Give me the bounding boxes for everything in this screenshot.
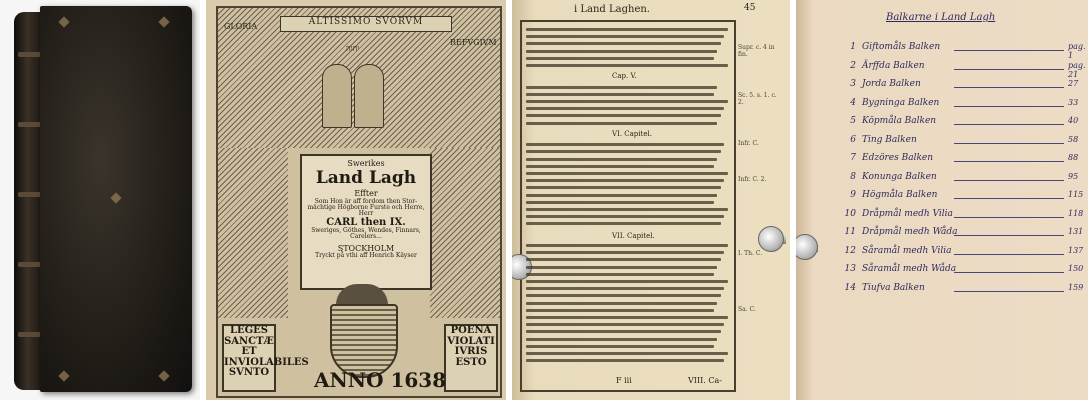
index-row: [838, 262, 1086, 280]
place-text: STOCKHOLM: [337, 243, 395, 253]
dedication-line: Som Hon är aff fordom then Stor-: [314, 197, 418, 205]
coat-of-arms-shield: [330, 304, 398, 378]
text-line: [526, 158, 717, 161]
index-row: [838, 281, 1086, 299]
refugium-label: REFVGIVM: [450, 38, 497, 47]
index-number: 5: [850, 116, 856, 126]
index-row: [838, 114, 1086, 132]
margin-note: Infr. C.: [738, 140, 759, 147]
text-line: [526, 287, 724, 290]
text-line: [526, 114, 721, 117]
text-line: [526, 165, 714, 168]
index-entry-name: Såramål medh Wåda: [862, 264, 957, 274]
index-page-ref: 88: [1068, 153, 1079, 162]
corner-ornament: [58, 370, 69, 381]
leader-line: [954, 291, 1064, 292]
index-entry-name: Dråpmål medh Wåda: [862, 227, 958, 237]
index-row: [838, 244, 1086, 262]
margin-note: Supr. c. 4 in fin.: [738, 44, 775, 59]
text-line: [526, 215, 724, 218]
index-row: [838, 188, 1086, 206]
leader-line: [954, 161, 1064, 162]
index-number: 7: [850, 153, 856, 163]
leader-line: [954, 69, 1064, 70]
index-number: 12: [844, 245, 856, 256]
index-entry-name: Giftomåls Balken: [862, 42, 941, 52]
title-page-photo: [206, 0, 506, 400]
signature-mark: F iii: [616, 376, 632, 385]
book-cover: [40, 6, 192, 392]
text-line: [526, 107, 724, 110]
index-number: 4: [850, 97, 856, 108]
engraving-right-figure: [430, 148, 500, 318]
text-line: [526, 35, 724, 38]
text-line: [526, 294, 721, 297]
text-line: [526, 150, 721, 153]
text-line: [526, 57, 714, 60]
index-number: 6: [850, 134, 856, 145]
margin-note: I. Th. C.: [738, 250, 763, 257]
index-page-ref: 58: [1068, 134, 1079, 144]
index-number: 1: [850, 42, 856, 52]
index-number: 13: [844, 264, 856, 274]
index-page-ref: 33: [1068, 97, 1079, 107]
text-line: [526, 201, 714, 204]
index-page-ref: 131: [1068, 227, 1084, 236]
index-page-ref: 95: [1068, 171, 1079, 181]
motto-banner: ALTISSIMO SVORVM: [280, 16, 452, 32]
leges-motto-box: LEGES SANCTÆ ET INVIOLABILES SVNTO: [222, 324, 276, 392]
leader-line: [954, 87, 1064, 88]
law-tablet-right: [354, 64, 384, 128]
index-entry-name: Jorda Balken: [862, 79, 921, 89]
closed-book-photo: [0, 0, 200, 400]
text-line: [526, 64, 728, 67]
text-line: [526, 352, 728, 355]
text-line: [526, 172, 728, 175]
index-entry-name: Högmåla Balken: [862, 190, 938, 200]
text-line: [526, 345, 714, 348]
text-line: [526, 222, 721, 225]
text-line: [526, 273, 714, 276]
text-line: [526, 186, 721, 189]
king-name: CARL then IX.: [326, 216, 406, 228]
text-line: [526, 323, 724, 326]
leader-line: [954, 50, 1064, 51]
poena-motto-box: POENA VIOLATI IVRIS ESTO: [444, 324, 498, 392]
text-line: [526, 359, 724, 362]
clamp-knob: [758, 226, 784, 252]
kingdom-text: Swerikes: [347, 159, 385, 168]
index-entry-name: Bygninga Balken: [862, 97, 940, 108]
index-number: 14: [844, 282, 856, 293]
leader-line: [954, 143, 1064, 144]
text-line: [526, 50, 717, 53]
margin-note: Sa. C.: [738, 306, 756, 313]
index-page-ref: 115: [1068, 190, 1084, 199]
index-page-ref: 150: [1068, 264, 1084, 273]
index-page-ref: pag. 21: [1068, 60, 1086, 79]
index-row: [838, 133, 1086, 151]
printer-text: Tryckt på vthi aff Henrich Käyser: [315, 252, 417, 259]
text-line: [526, 208, 728, 211]
catchword: VIII. Ca-: [688, 376, 722, 385]
imprint-year: ANNO 1638: [314, 368, 447, 392]
margin-note: Sc. 5. s. 1. c. 2.: [738, 92, 777, 107]
text-line: [526, 266, 717, 269]
index-entry-name: Edzöres Balken: [862, 153, 934, 163]
index-row: [838, 96, 1086, 114]
index-row: [838, 40, 1086, 58]
index-number: 8: [850, 171, 856, 182]
efter-text: Effter: [354, 189, 378, 199]
text-line: [526, 194, 717, 197]
index-row: [838, 77, 1086, 95]
index-entry-name: Ärffda Balken: [862, 60, 925, 71]
text-line: [526, 86, 717, 89]
index-page-ref: 137: [1068, 245, 1084, 255]
main-title: Land Lagh: [315, 168, 417, 189]
text-line: [526, 330, 721, 333]
corner-ornament: [158, 16, 169, 27]
herre-text: Herr: [358, 210, 374, 218]
index-page-ref: 159: [1068, 282, 1084, 292]
text-line: [526, 338, 717, 341]
chapter-heading: VI. Capitel.: [612, 130, 652, 138]
running-header: i Land Laghen.: [574, 4, 650, 15]
index-entry-name: Ting Balken: [862, 134, 917, 145]
center-ornament: [110, 192, 121, 203]
text-line: [526, 302, 717, 305]
text-line: [526, 258, 721, 261]
text-line: [526, 42, 721, 45]
index-title: Balkarne i Land Lagh: [886, 12, 996, 23]
hebrew-name: יהוה: [346, 44, 360, 53]
leader-line: [954, 217, 1064, 218]
index-row: [838, 225, 1086, 243]
index-row: [838, 59, 1086, 77]
title-cartouche: [300, 154, 432, 290]
index-entry-name: Dråpmål medh Vilia: [862, 208, 953, 219]
index-row: [838, 170, 1086, 188]
text-line: [526, 280, 728, 283]
law-tablet-left: [322, 64, 352, 128]
index-number: 10: [844, 208, 856, 219]
leader-line: [954, 254, 1064, 255]
index-number: 3: [850, 79, 856, 89]
text-line: [526, 122, 717, 125]
leader-line: [954, 124, 1064, 125]
margin-note: Infr. C. 2.: [738, 176, 767, 183]
index-page-photo: [796, 0, 1088, 400]
engraving-left-figure: [218, 148, 288, 318]
index-entry-name: Köpmåla Balken: [862, 116, 937, 126]
gloria-label: GLORIA: [224, 22, 258, 31]
chapter-heading: Cap. V.: [612, 72, 637, 80]
text-line: [526, 93, 714, 96]
text-line: [526, 100, 728, 103]
index-number: 9: [850, 190, 856, 200]
index-page-ref: 40: [1068, 116, 1079, 125]
leader-line: [954, 272, 1064, 273]
text-line: [526, 143, 724, 146]
engraved-frame: [216, 6, 502, 398]
index-entry-name: Konunga Balken: [862, 171, 937, 182]
royal-styles: Sweriges, Göthes, Wendes, Finnars, Carelers...: [311, 227, 421, 241]
page-number: 45: [744, 3, 756, 13]
text-line: [526, 28, 728, 31]
text-line: [526, 244, 728, 247]
dedication-line-2: mächtige Högborne Furste och Herre,: [307, 203, 425, 211]
index-entry-name: Såramål medh Vilia: [862, 245, 952, 256]
leader-line: [954, 180, 1064, 181]
corner-ornament: [158, 370, 169, 381]
index-row: [838, 151, 1086, 169]
text-line: [526, 179, 724, 182]
chapter-heading: VII. Capitel.: [612, 232, 655, 240]
text-line: [526, 251, 724, 254]
leader-line: [954, 198, 1064, 199]
index-number: 2: [850, 60, 856, 71]
text-page-photo: [512, 0, 790, 400]
index-page-ref: 27: [1068, 79, 1079, 88]
leader-line: [954, 235, 1064, 236]
index-page-ref: pag. 1: [1068, 42, 1086, 60]
index-page-ref: 118: [1068, 208, 1084, 218]
leader-line: [954, 106, 1064, 107]
index-row: [838, 207, 1086, 225]
text-line: [526, 309, 714, 312]
corner-ornament: [58, 16, 69, 27]
text-line: [526, 316, 728, 319]
index-entry-name: Tiufva Balken: [862, 282, 925, 293]
index-number: 11: [844, 227, 856, 237]
